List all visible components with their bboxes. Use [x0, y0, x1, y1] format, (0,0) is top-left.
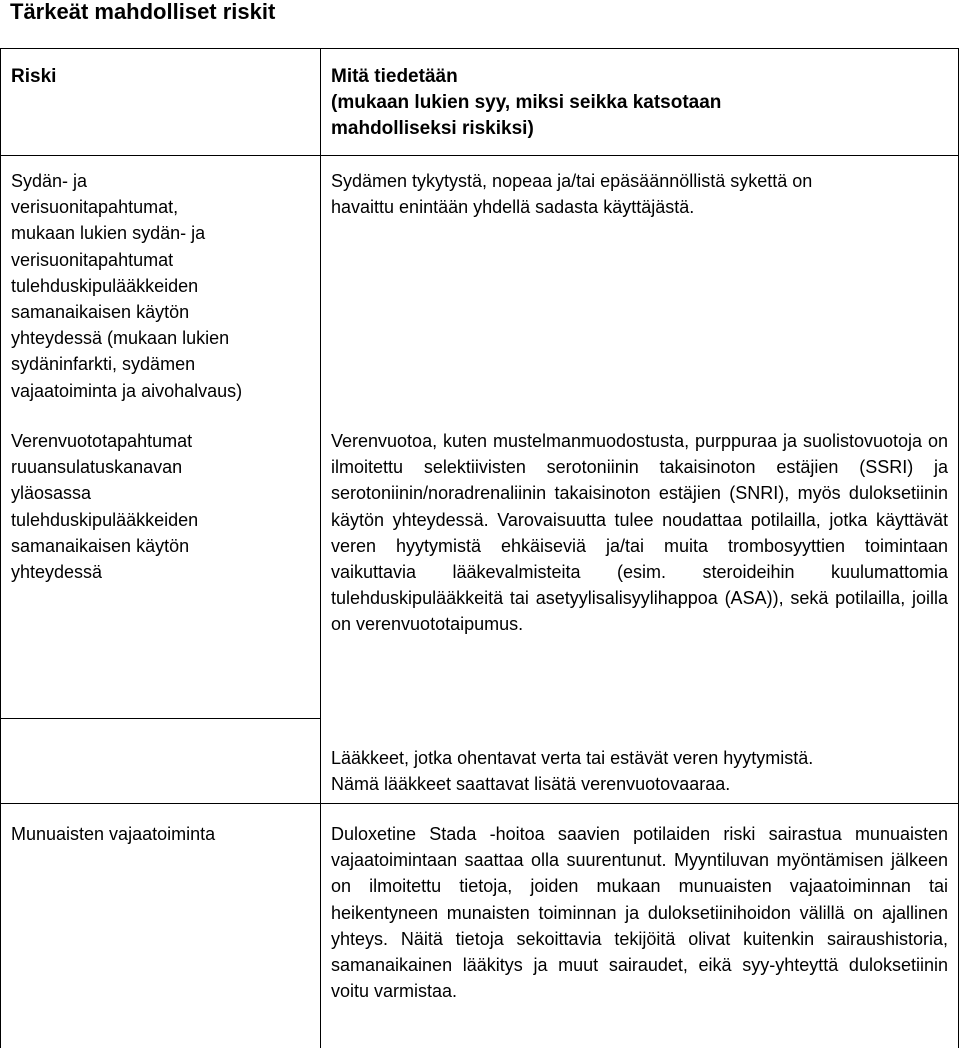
risk-cell-cardiovascular: Sydän- ja verisuonitapahtumat, mukaan lukien sydän- ja verisuonitapahtumat tulehduskipulääkkeiden samanaikaisen käytön yhteydessä (mukaan lukien sydäninfarkti, sydämen vajaatoiminta ja aivohalvaus) [11, 171, 243, 401]
known-cell-cardiovascular: Sydämen tykytystä, nopeaa ja/tai epäsäännöllistä sykettä on havaittu enintään yhdellä sadasta käyttäjästä. [331, 171, 813, 218]
risk-cell-bleeding: Verenvuototapahtumat ruuansulatuskanavan yläosassa tulehduskipulääkkeiden samanaikaisen käytön yhteydessä [11, 431, 199, 583]
table-row-divider [0, 803, 959, 804]
table-row-divider [0, 155, 959, 156]
header-risk: Riski [11, 66, 57, 87]
table-row-divider [0, 718, 320, 719]
table-border-top [0, 48, 959, 49]
header-known: Mitä tiedetään (mukaan lukien syy, miksi seikka katsotaan mahdolliseksi riskiksi) [331, 66, 722, 140]
known-cell-bleeding-note: Lääkkeet, jotka ohentavat verta tai estävät veren hyytymistä. Nämä lääkkeet saattavat lisätä verenvuotovaaraa. [331, 748, 814, 795]
table-border-right [958, 48, 959, 1048]
table-border-middle [320, 48, 321, 1048]
risk-table [0, 48, 960, 1048]
known-cell-bleeding: Verenvuotoa, kuten mustelmanmuodostusta, purppuraa ja suolistovuotoja on ilmoitettu selektiivisten serotoniinin takaisinoton estäjien (SSRI) ja serotoniinin/noradrenaliinin takaisinoton estäjien (SNRI), myös duloksetiinin käytön yhteydessä. Varovaisuutta tulee noudattaa potilailla, jotka käyttävät veren hyytymistä ehkäiseviä ja/tai muita trombosyyttien toimintaan vaikuttavia lääkevalmisteita (esim. steroideihin kuulumattomia tulehduskipulääkkeitä tai asetyylisalisyylihappoa (ASA)), sekä potilailla, joilla on verenvuototaipumus. [331, 431, 948, 635]
risk-cell-renal: Munuaisten vajaatoiminta [11, 824, 216, 844]
page-title: Tärkeät mahdolliset riskit [10, 0, 276, 24]
table-border-left [0, 48, 1, 1048]
known-cell-renal: Duloxetine Stada -hoitoa saavien potilaiden riski sairastua munuaisten vajaatoimintaan saattaa olla suurentunut. Myyntiluvan myöntämisen jälkeen on ilmoitettu tietoja, joiden mukaan munuaisten vajaatoiminnan tai heikentyneen munaisten toiminnan ja duloksetiinihoidon välillä on ajallinen yhteys. Näitä tietoja sekoittavia tekijöitä olivat kuitenkin sairaushistoria, samanaikainen lääkitys ja muut sairaudet, eikä syy-yhteyttä duloksetiinin voitu varmistaa. [331, 824, 948, 1002]
